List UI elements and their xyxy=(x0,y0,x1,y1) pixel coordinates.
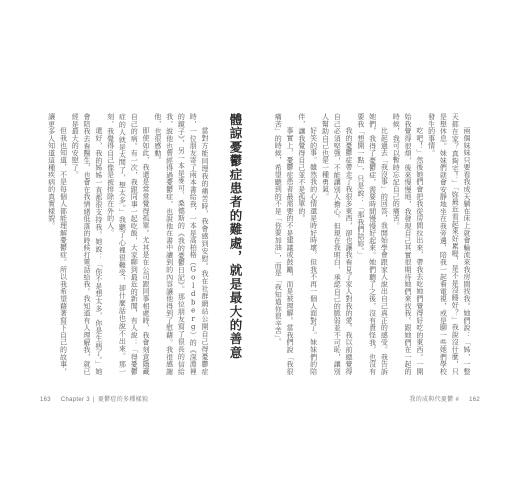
page-number: 163 xyxy=(40,397,51,403)
left-paragraph: 但我也知道，不是每個人都能理解憂鬱症。所以我希望藉著寫下自己的故事，讓更多人知道這種疾病的真實樣貌。 xyxy=(47,113,68,375)
book-title: 我的成與代憂鬱 # xyxy=(409,397,460,403)
page-number: 162 xyxy=(469,397,480,403)
footer-separator: | xyxy=(92,397,95,403)
right-paragraph: 兩個妹妹只要看我成天躺在床上就會輪流來我房間找我。她們說：「姊，一整天都在家？真夠宅！」「妳最近看起來好累喔，是不是沒睡好？」我說沒什麼，只是想休息。妹妹們就會安靜地坐在我旁邊，陪我一起看電視，或是聊一些她們學校發生的事情。 xyxy=(427,113,471,375)
left-paragraph: 當對方能同理我的痛苦時，我會感到安慰。我在社群網站公開自己得憂鬱症時，一位朋友寄了兩本書給我，一本是高柏格（Goldberg）的《深淵裡的鏡子》，另一本是麥可．桑德斯的《我的憂鬱日記》。那位朋友寫了很長的信給我，說他也曾經得過憂鬱症，也說他在書中讀到的內容讓他得到了慰藉。我很感謝他，也很感動。 xyxy=(153,113,209,375)
right-page-body xyxy=(274,113,472,375)
right-page xyxy=(260,0,520,500)
left-paragraph: 即使如此，我還是常常覺得孤單。尤其是在公司跟同事相處時，我會刻意隱藏自己的病。有一次，我跟同事一起吃飯，大家聊到最近的新聞，有人說：「得憂鬱症的人就是太閒了，想太多。」我聽了心裡很難受，卻什麼話也說不出來。那一刻，我覺得自己像是被排除在外的人。 xyxy=(106,113,151,375)
chapter-title: 憂鬱症的多種樣貌 xyxy=(97,397,149,403)
right-paragraph: 比起過去「我沒事」的回答，我開始學會跟家人說出自己真正的感受。我告訴她們，我得了憂鬱症，需要時間慢慢好起來。她們聽了之後，沒有責怪我，也沒有要我「想開一點」，只是說：「那我們陪妳。」 xyxy=(356,113,389,375)
right-page-footer xyxy=(409,394,480,403)
right-paragraph: 我的憂鬱症帶走了我很多東西，卻也讓我看見了家人對我的愛。我以前總覺得自己必須堅強，不能讓別人擔心。但現在我明白，承認自己的脆弱並不可恥，讓別人幫助自己也是一種勇氣。 xyxy=(321,113,354,375)
left-paragraph: 還好，我的姊姊一直都很支持我。她說：「你不是想太多，你是生病了。」她會陪我去看醫生，也會在我情緒低落的時候打電話給我。我知道有人理解我，就已經是最大的安慰了。 xyxy=(71,113,103,375)
left-page-body xyxy=(20,113,210,375)
section-heading: 體諒憂鬱症患者的難處，就是最大的善意 xyxy=(228,113,243,360)
right-paragraph: 好笑的事。雖然我的心情還是時好時壞，但我不再一個人面對了。妹妹們的陪伴，讓我覺得自己並不是孤單的。 xyxy=(297,113,318,375)
left-page-footer xyxy=(40,394,148,403)
right-paragraph: 事實上，憂鬱症患者最需要的不是建議或鼓勵，而是被理解。當我們說「我很痛苦」的時候，希望聽到的不是「你要加油」，而是「我知道你很辛苦」。 xyxy=(274,113,295,375)
right-paragraph: 吃吧！」然後她們會把我從房間拉出來，帶我去吃她們覺得好吃的東西。一開始我覺得很煩，後來慢慢地，我發現自己其實很期待她們來找我。跟她們在一起的時候，我可以暫時忘記自己的痛苦。 xyxy=(392,113,424,375)
chapter-label: Chapter 3 xyxy=(60,397,90,403)
